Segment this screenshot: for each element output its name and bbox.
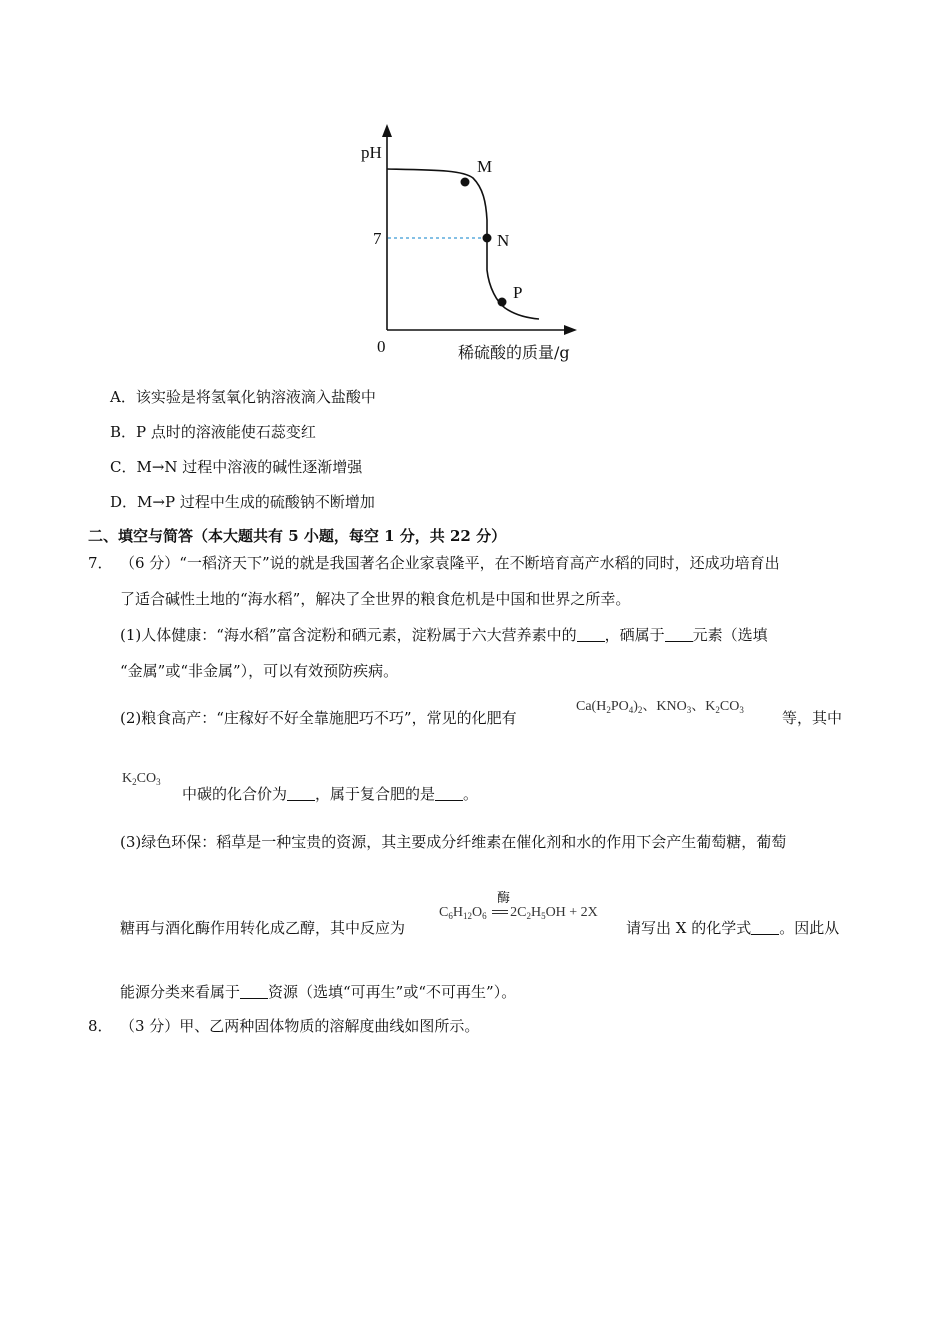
answer-blank-x-formula[interactable] bbox=[751, 920, 779, 935]
q7-part3-line3-text-b: 资源（选填“可再生”或“不可再生”）。 bbox=[268, 983, 517, 1001]
q7-part2-line2-text-c: 。 bbox=[463, 785, 479, 803]
q7-part3-line2-right bbox=[626, 918, 839, 938]
y-axis-arrow bbox=[382, 124, 392, 137]
q7-intro-line1: （6 分）“一稻济天下”说的就是我国著名企业家袁隆平，在不断培育高产水稻的同时，还成功培育出 bbox=[120, 554, 780, 572]
q7-part2-text-b: 等，其中 bbox=[782, 709, 843, 727]
option-c: C．M→N 过程中溶液的碱性逐渐增强 bbox=[110, 458, 363, 476]
q7-part2-line2-text-a: 中碳的化合价为 bbox=[182, 785, 288, 803]
y-axis-label: pH bbox=[361, 143, 382, 162]
answer-blank-energy-type[interactable] bbox=[240, 984, 268, 999]
point-n-label: N bbox=[497, 231, 510, 250]
q7-part1-line1 bbox=[120, 625, 768, 645]
q7-part2-line2-text-b: ，属于复合肥的是 bbox=[315, 785, 436, 803]
q7-number: 7． bbox=[88, 554, 113, 572]
x-axis-label: 稀硫酸的质量/g bbox=[458, 343, 570, 362]
fermentation-equation: $C_6H_{12}O_6$ $2C_2H_5OH + 2X$ bbox=[439, 905, 598, 921]
answer-blank-carbon-valence[interactable] bbox=[287, 786, 315, 801]
q7-part1-text-a: (1)人体健康：“海水稻”富含淀粉和硒元素，淀粉属于六大营养素中的 bbox=[120, 626, 577, 644]
q7-part3-text-c: 。因此从 bbox=[779, 919, 840, 937]
q7-part3-text-b: 请写出 X 的化学式 bbox=[626, 919, 752, 937]
q7-part2-line2 bbox=[182, 784, 478, 804]
ph-titration-graph bbox=[355, 120, 595, 370]
option-b: B．P 点时的溶液能使石蕊变红 bbox=[110, 423, 316, 441]
point-n-marker bbox=[483, 234, 492, 243]
q7-intro-line2: 了适合碱性土地的“海水稻”，解决了全世界的粮食危机是中国和世界之所幸。 bbox=[120, 590, 631, 608]
q7-part3-line3 bbox=[120, 982, 516, 1002]
q7-part1-text-c: 元素（选填 bbox=[692, 626, 768, 644]
q7-part3-text-a: 糖再与酒化酶作用转化成乙醇，其中反应为 bbox=[120, 919, 406, 937]
point-m-label: M bbox=[477, 157, 493, 176]
answer-blank-compound-fertilizer[interactable] bbox=[435, 786, 463, 801]
point-m-marker bbox=[461, 178, 470, 187]
q8-number: 8． bbox=[88, 1017, 113, 1035]
q8-text: （3 分）甲、乙两种固体物质的溶解度曲线如图所示。 bbox=[120, 1017, 480, 1035]
x-axis-arrow bbox=[564, 325, 577, 335]
ph7-label: 7 bbox=[373, 229, 382, 248]
q7-part2-text-a: (2)粮食高产：“庄稼好不好全靠施肥巧不巧”，常见的化肥有 bbox=[120, 709, 517, 727]
q7-part1-text-b: ，硒属于 bbox=[604, 626, 665, 644]
answer-blank-nutrient[interactable] bbox=[577, 627, 605, 642]
answer-blank-element-type[interactable] bbox=[665, 627, 693, 642]
q7-part3-line1: (3)绿色环保：稻草是一种宝贵的资源，其主要成分纤维素在催化剂和水的作用下会产生葡萄糖，葡萄 bbox=[120, 833, 787, 851]
reaction-catalyst-label: 酶 bbox=[497, 891, 511, 906]
potassium-carbonate-formula: $K_2CO_3$ bbox=[122, 771, 161, 787]
point-p-marker bbox=[498, 298, 507, 307]
origin-label: 0 bbox=[377, 337, 386, 356]
q7-part1-line2: “金属”或“非金属”），可以有效预防疾病。 bbox=[120, 662, 399, 680]
option-a: A．该实验是将氢氧化钠溶液滴入盐酸中 bbox=[110, 388, 376, 406]
q7-part3-line3-text-a: 能源分类来看属于 bbox=[120, 983, 241, 1001]
fertilizer-formulas: $Ca(H_2PO_4)_2$、$KNO_3$、$K_2CO_3$ bbox=[576, 699, 744, 715]
point-p-label: P bbox=[513, 283, 523, 302]
option-d: D．M→P 过程中生成的硫酸钠不断增加 bbox=[110, 493, 375, 511]
section-heading: 二、填空与简答（本大题共有 5 小题，每空 1 分，共 22 分） bbox=[88, 527, 507, 545]
